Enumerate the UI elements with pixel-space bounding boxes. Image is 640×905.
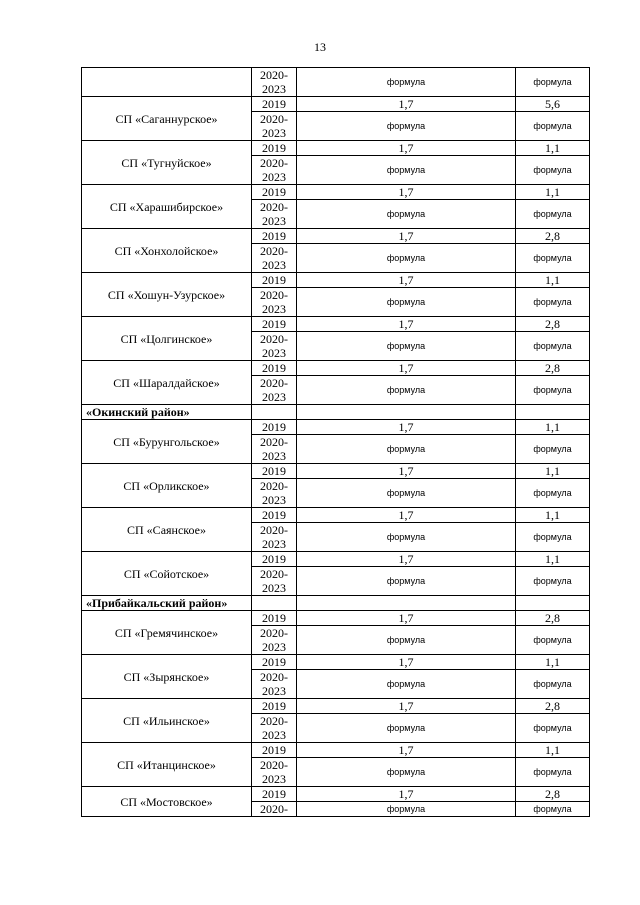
formula-cell: формула xyxy=(297,758,516,787)
table-row xyxy=(82,273,590,288)
year-range-label: 2020- xyxy=(260,802,288,816)
year-cell: 2019 xyxy=(252,229,297,244)
year-cell xyxy=(252,156,297,185)
section-title: «Окинский район» xyxy=(82,405,252,420)
year-cell xyxy=(252,332,297,361)
data-table xyxy=(81,67,590,817)
value-cell: 5,6 xyxy=(516,97,590,112)
settlement-name: СП «Итанцинское» xyxy=(82,743,252,787)
value-cell: 1,7 xyxy=(297,317,516,332)
year-range-label: 2020- 2023 xyxy=(260,567,288,595)
value-cell: 1,1 xyxy=(516,420,590,435)
table-row xyxy=(82,317,590,332)
formula-cell: формула xyxy=(297,332,516,361)
year-cell xyxy=(252,714,297,743)
page-number: 13 xyxy=(314,40,326,54)
year-range-label: 2020- 2023 xyxy=(260,332,288,360)
table-row xyxy=(82,552,590,567)
formula-cell: формула xyxy=(297,714,516,743)
formula-cell: формула xyxy=(516,332,590,361)
year-cell: 2019 xyxy=(252,464,297,479)
table-body xyxy=(82,68,590,817)
table-row xyxy=(82,229,590,244)
value-cell: 2,8 xyxy=(516,611,590,626)
value-cell: 1,1 xyxy=(516,655,590,670)
section-title: «Прибайкальский район» xyxy=(82,596,252,611)
formula-cell: формула xyxy=(516,435,590,464)
year-cell: 2019 xyxy=(252,273,297,288)
value-cell: 1,1 xyxy=(516,141,590,156)
settlement-name: СП «Шаралдайское» xyxy=(82,361,252,405)
year-cell xyxy=(252,435,297,464)
year-cell: 2019 xyxy=(252,655,297,670)
formula-cell: формула xyxy=(297,479,516,508)
table-row xyxy=(82,141,590,156)
year-range-label: 2020- 2023 xyxy=(260,479,288,507)
formula-cell: формула xyxy=(297,567,516,596)
year-range-label: 2020- 2023 xyxy=(260,288,288,316)
formula-cell: формула xyxy=(516,200,590,229)
value-cell: 1,7 xyxy=(297,787,516,802)
year-cell xyxy=(252,244,297,273)
value-cell: 1,7 xyxy=(297,508,516,523)
formula-cell: формула xyxy=(297,802,516,817)
year-range-label: 2020- 2023 xyxy=(260,156,288,184)
formula-cell: формула xyxy=(516,758,590,787)
formula-cell: формула xyxy=(297,200,516,229)
formula-cell: формула xyxy=(297,244,516,273)
value-cell: 1,1 xyxy=(516,743,590,758)
value-cell: 1,1 xyxy=(516,552,590,567)
formula-cell: формула xyxy=(297,112,516,141)
year-cell xyxy=(252,523,297,552)
formula-cell: формула xyxy=(516,802,590,817)
year-cell: 2019 xyxy=(252,552,297,567)
value-cell: 2,8 xyxy=(516,229,590,244)
year-cell: 2019 xyxy=(252,611,297,626)
value-cell: 1,1 xyxy=(516,273,590,288)
value-cell: 1,7 xyxy=(297,743,516,758)
formula-cell: формула xyxy=(297,288,516,317)
value-cell: 1,7 xyxy=(297,655,516,670)
year-cell xyxy=(252,802,297,817)
formula-cell: формула xyxy=(516,156,590,185)
year-cell xyxy=(252,567,297,596)
table-row xyxy=(82,361,590,376)
year-cell: 2019 xyxy=(252,420,297,435)
formula-cell: формула xyxy=(516,523,590,552)
formula-cell: формула xyxy=(297,68,516,97)
year-cell: 2019 xyxy=(252,141,297,156)
formula-cell: формула xyxy=(297,523,516,552)
formula-cell: формула xyxy=(516,714,590,743)
table-row xyxy=(82,655,590,670)
value-cell: 1,1 xyxy=(516,464,590,479)
empty-cell xyxy=(516,405,590,420)
formula-cell: формула xyxy=(297,670,516,699)
formula-cell: формула xyxy=(516,670,590,699)
settlement-name: СП «Харашибирское» xyxy=(82,185,252,229)
table-row xyxy=(82,787,590,802)
empty-cell xyxy=(297,405,516,420)
settlement-name: СП «Тугнуйское» xyxy=(82,141,252,185)
year-range-label: 2020- 2023 xyxy=(260,435,288,463)
settlement-name: СП «Зырянское» xyxy=(82,655,252,699)
year-cell xyxy=(252,626,297,655)
settlement-name: СП «Саганнурское» xyxy=(82,97,252,141)
settlement-name: СП «Бурунгольское» xyxy=(82,420,252,464)
year-cell xyxy=(252,670,297,699)
settlement-name: СП «Хошун-Узурское» xyxy=(82,273,252,317)
formula-cell: формула xyxy=(516,112,590,141)
value-cell: 1,7 xyxy=(297,97,516,112)
year-cell xyxy=(252,200,297,229)
year-range-label: 2020- 2023 xyxy=(260,200,288,228)
settlement-name: СП «Саянское» xyxy=(82,508,252,552)
year-range-label: 2020- 2023 xyxy=(260,244,288,272)
empty-cell xyxy=(516,596,590,611)
year-cell: 2019 xyxy=(252,361,297,376)
settlement-name: СП «Гремячинское» xyxy=(82,611,252,655)
value-cell: 1,1 xyxy=(516,508,590,523)
settlement-name: СП «Цолгинское» xyxy=(82,317,252,361)
formula-cell: формула xyxy=(516,244,590,273)
year-cell: 2019 xyxy=(252,317,297,332)
value-cell: 2,8 xyxy=(516,787,590,802)
year-cell xyxy=(252,758,297,787)
table-row xyxy=(82,508,590,523)
value-cell: 1,7 xyxy=(297,185,516,200)
year-cell: 2019 xyxy=(252,699,297,714)
year-cell: 2019 xyxy=(252,97,297,112)
formula-cell: формула xyxy=(516,567,590,596)
table-row xyxy=(82,68,590,97)
settlement-name: СП «Мостовское» xyxy=(82,787,252,817)
value-cell: 1,7 xyxy=(297,141,516,156)
settlement-name-cell xyxy=(82,68,252,97)
year-range-label: 2020- 2023 xyxy=(260,626,288,654)
settlement-name: СП «Ильинское» xyxy=(82,699,252,743)
year-cell xyxy=(252,288,297,317)
year-range-label: 2020- 2023 xyxy=(260,714,288,742)
year-range-label: 2020- 2023 xyxy=(260,523,288,551)
table-row xyxy=(82,464,590,479)
formula-cell: формула xyxy=(297,626,516,655)
year-cell: 2019 xyxy=(252,508,297,523)
year-cell xyxy=(252,376,297,405)
table-row xyxy=(82,97,590,112)
section-row xyxy=(82,405,590,420)
formula-cell: формула xyxy=(516,376,590,405)
formula-cell: формула xyxy=(516,479,590,508)
value-cell: 1,7 xyxy=(297,420,516,435)
year-range-label: 2020- 2023 xyxy=(260,758,288,786)
empty-cell xyxy=(252,405,297,420)
value-cell: 1,7 xyxy=(297,361,516,376)
formula-cell: формула xyxy=(297,376,516,405)
year-cell xyxy=(252,479,297,508)
table-row xyxy=(82,420,590,435)
settlement-name: СП «Сойотское» xyxy=(82,552,252,596)
settlement-name: СП «Орликское» xyxy=(82,464,252,508)
empty-cell xyxy=(297,596,516,611)
formula-cell: формула xyxy=(297,435,516,464)
formula-cell: формула xyxy=(297,156,516,185)
value-cell: 1,7 xyxy=(297,464,516,479)
value-cell: 1,7 xyxy=(297,699,516,714)
year-cell: 2019 xyxy=(252,787,297,802)
value-cell: 1,7 xyxy=(297,229,516,244)
table-row xyxy=(82,699,590,714)
year-cell xyxy=(252,68,297,97)
value-cell: 2,8 xyxy=(516,361,590,376)
settlement-name: СП «Хонхолойское» xyxy=(82,229,252,273)
formula-cell: формула xyxy=(516,288,590,317)
year-cell: 2019 xyxy=(252,743,297,758)
year-cell: 2019 xyxy=(252,185,297,200)
value-cell: 1,7 xyxy=(297,552,516,567)
formula-cell: формула xyxy=(516,68,590,97)
year-range-label: 2020- 2023 xyxy=(260,112,288,140)
value-cell: 1,1 xyxy=(516,185,590,200)
year-range-label: 2020- 2023 xyxy=(260,670,288,698)
table-row xyxy=(82,185,590,200)
section-row xyxy=(82,596,590,611)
formula-cell: формула xyxy=(516,626,590,655)
table-row xyxy=(82,611,590,626)
value-cell: 2,8 xyxy=(516,699,590,714)
value-cell: 1,7 xyxy=(297,611,516,626)
empty-cell xyxy=(252,596,297,611)
year-cell xyxy=(252,112,297,141)
year-range-label: 2020- 2023 xyxy=(260,376,288,404)
value-cell: 1,7 xyxy=(297,273,516,288)
table-row xyxy=(82,743,590,758)
value-cell: 2,8 xyxy=(516,317,590,332)
year-range-label: 2020- 2023 xyxy=(260,68,288,96)
